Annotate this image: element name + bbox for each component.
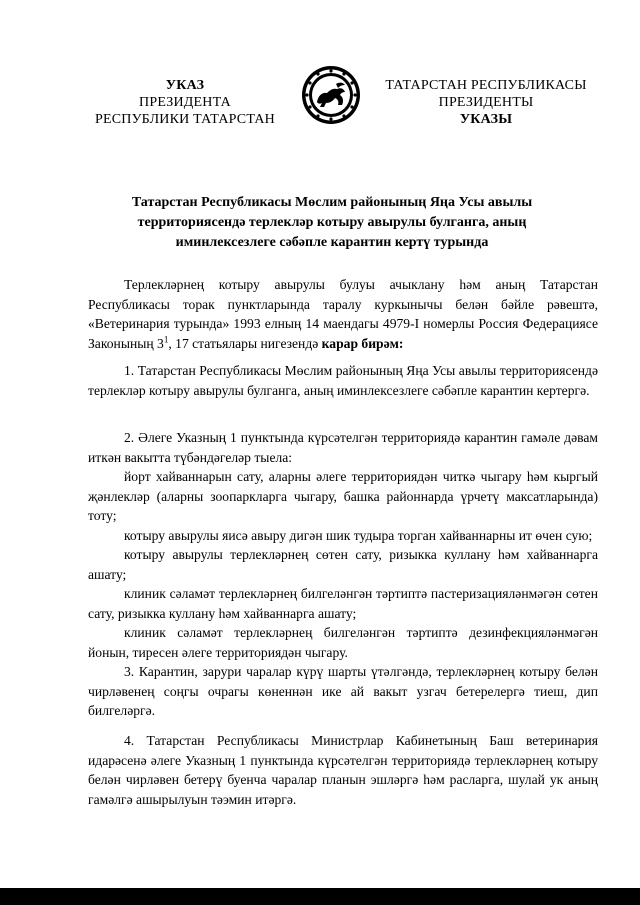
header-right-line-1: ТАТАРСТАН РЕСПУБЛИКАСЫ xyxy=(385,78,587,93)
header-left-line-3: РЕСПУБЛИКИ ТАТАРСТАН xyxy=(94,112,275,127)
header-right-line-3: УКАЗЫ xyxy=(459,112,513,127)
header-left-line-2: ПРЕЗИДЕНТА xyxy=(139,95,231,110)
item-2-line: котыру авырулы терлекләрнең сөтен сату, ризыкка куллану һәм хайваннарга ашату; xyxy=(88,547,598,582)
item-2-line: йорт хайваннарын сату, аларны әлеге территориядән читкә чыгару һәм кыргый җәнлекләр (аларны зоопаркларга чыгару, башка районнарда үрчетү максатларында) тоту; xyxy=(88,469,598,523)
item-1-text: 1. Татарстан Республикасы Мөслим районының Яңа Усы авылы территориясендә терлекләр котыру авырулы булганга, аның иминлексезлеге сәбәпле карантин кертергә. xyxy=(88,363,598,398)
title-line-1: Татарстан Республикасы Мөслим районының Яңа Усы авылы xyxy=(131,195,533,210)
header-right-tatar xyxy=(372,77,600,128)
title-line-2: территориясендә терлекләр котыру авырулы булганга, аның xyxy=(137,215,527,230)
decree-title xyxy=(92,193,572,253)
item-4-text: 4. Татарстан Республикасы Министрлар Кабинетының Баш ветеринария идарәсенә әлеге Указның 1 пунктында күрсәтелгән территориядә терлекләрнең котыру белән чирләвен бетерү буенча чаралар планын эшләргә һәм расларга, шулай ук аның гамәлгә ашырылуын тәэмин итәргә. xyxy=(88,733,598,807)
item-3 xyxy=(88,662,598,721)
item-2-line: клиник сәламәт терлекләрнең билгеләнгән тәртиптә пастеризацияләнмәгән сөтен сату, ризыкка куллану һәм хайваннарга ашату; xyxy=(88,586,598,621)
item-4 xyxy=(88,731,598,809)
item-1 xyxy=(88,361,598,400)
preamble xyxy=(88,275,598,353)
header-right-line-2: ПРЕЗИДЕНТЫ xyxy=(438,95,534,110)
header-left-russian xyxy=(80,77,290,128)
preamble-text: Терлекләрнең котыру авырулы булуы ачыклану һәм аның Татарстан Республикасы торак пунктларында таралу куркынычы белән бәйле рәвештә, «Ветеринария турында» 1993 елның 14 маендагы 4979-I номерлы Россия Федерациясе Законының 3 xyxy=(88,277,598,351)
preamble-superscript: 1 xyxy=(163,333,169,344)
tatarstan-coat-of-arms-icon xyxy=(300,64,362,126)
title-line-3: иминлексезлеге сәбәпле карантин кертү турында xyxy=(175,235,489,250)
resolution-phrase: карар бирәм: xyxy=(321,335,404,351)
header-left-line-1: УКАЗ xyxy=(165,78,205,93)
item-2-line: клиник сәламәт терлекләрнең билгеләнгән тәртиптә дезинфекцияләнмәгән йонын, тиресен әлеге территориядән чыгару. xyxy=(88,625,598,660)
preamble-text-cont: , 17 статьялары нигезендә xyxy=(168,335,322,351)
item-2 xyxy=(88,428,598,662)
item-2-line: котыру авырулы яисә авыру дигән шик тудыра торган хайваннарны ит өчен сую; xyxy=(124,527,593,543)
item-3-text: 3. Карантин, зарури чаралар күрү шарты үтәлгәндә, терлекләрнең котыру белән чирләвенең соңгы очрагы көненнән ике ай вакыт узгач бетерелергә тиеш, дип билгеләргә. xyxy=(88,664,598,718)
scan-bottom-border xyxy=(0,888,640,905)
preamble-paragraph xyxy=(88,275,598,353)
item-2-intro: 2. Әлеге Указның 1 пунктында күрсәтелгән территориядә карантин гамәле дәвам иткән вакытта түбәндәгеләр тыела: xyxy=(88,430,598,465)
